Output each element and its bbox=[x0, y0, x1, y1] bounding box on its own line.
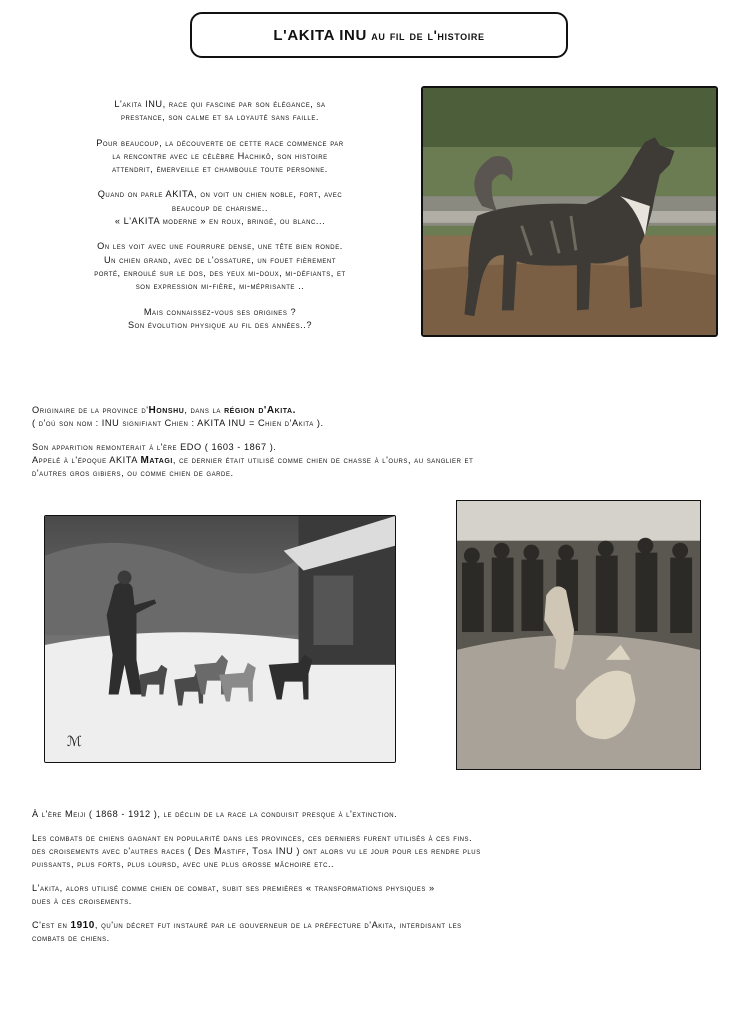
intro-line: porté, enroulé sur le dos, des yeux mi-doux, mi-défiants, et bbox=[94, 267, 346, 278]
history-paragraph-1 bbox=[32, 808, 712, 821]
origins-section bbox=[32, 404, 712, 491]
year-1910-highlight: 1910 bbox=[70, 920, 95, 931]
title-box bbox=[190, 12, 568, 58]
matagi-highlight: Matagi bbox=[140, 455, 173, 466]
intro-line: prestance, son calme et sa loyauté sans faille. bbox=[121, 112, 319, 123]
intro-line: Quand on parle AKITA, on voit un chien noble, fort, avec bbox=[97, 189, 343, 200]
title-main: L'AKITA INU bbox=[273, 26, 367, 44]
origins-text: Son apparition remonterait à l'ère EDO ( 1603 - 1867 ). bbox=[32, 442, 277, 452]
intro-text bbox=[24, 98, 416, 344]
intro-line: beaucoup de charisme.. bbox=[172, 202, 268, 213]
intro-line: Pour beaucoup, la découverte de cette race commence par bbox=[96, 137, 344, 148]
intro-paragraph-2 bbox=[24, 137, 416, 177]
history-text: L'akita, alors utilisé comme chien de combat, subit ses premières « transformations physiques » bbox=[32, 883, 435, 893]
intro-line: L'akita INU, race qui fascine par son élégance, sa bbox=[114, 99, 326, 109]
intro-paragraph-5 bbox=[24, 306, 416, 333]
matagi-hunter-photo bbox=[44, 515, 396, 763]
history-text: combats de chiens. bbox=[32, 933, 110, 943]
origins-text: d'autres gros gibiers, ou comme chien de garde. bbox=[32, 468, 234, 478]
origins-text: , dans la bbox=[184, 405, 225, 415]
intro-line: On les voit avec une fourrure dense, une tête bien ronde. bbox=[97, 241, 343, 252]
history-text: , qu'un décret fut instauré par le gouverneur de la préfecture d'Akita, interdisant les bbox=[94, 920, 462, 930]
origins-paragraph-2 bbox=[32, 441, 712, 480]
history-text: dues à ces croisements. bbox=[32, 896, 132, 906]
brindle-akita-photo bbox=[421, 86, 718, 337]
intro-line: « L'AKITA moderne » en roux, bringé, ou blanc... bbox=[114, 216, 326, 227]
origins-text: , ce dernier était utilisé comme chien de chasse à l'ours, au sanglier et bbox=[172, 455, 474, 465]
intro-line: son expression mi-fière, mi-méprisante .. bbox=[135, 281, 305, 292]
intro-paragraph-1 bbox=[24, 98, 416, 125]
origins-text: Originaire de la province d' bbox=[32, 405, 149, 415]
akita-region-highlight: région d'Akita. bbox=[224, 405, 296, 416]
intro-paragraph-4 bbox=[24, 240, 416, 293]
page-title bbox=[273, 27, 484, 44]
intro-line: attendrit, émerveille et chamboule toute personne. bbox=[112, 164, 328, 175]
intro-line: la rencontre avec le célèbre Hachikō, son histoire bbox=[112, 150, 328, 161]
svg-text:ℳ: ℳ bbox=[66, 734, 82, 751]
history-text: des croisements avec d'autres races ( Des Mastiff, Tosa INU ) ont alors vu le jour pour les rendre plus bbox=[32, 846, 481, 856]
title-sub: au fil de l'histoire bbox=[366, 27, 485, 43]
intro-paragraph-3 bbox=[24, 188, 416, 228]
history-text: Les combats de chiens gagnant en popularité dans les provinces, ces derniers furent utilisés à ces fins. bbox=[32, 833, 473, 843]
history-text: À l'ère Meiji ( 1868 - 1912 ), le déclin de la race la conduisit presque à l'extinction. bbox=[32, 809, 398, 819]
origins-text: Appelé à l'époque AKITA bbox=[32, 455, 141, 465]
origins-text: ( d'où son nom : INU signifiant Chien : AKITA INU = Chien d'Akita ). bbox=[32, 418, 324, 428]
intro-line: Son évolution physique au fil des années..? bbox=[127, 319, 312, 330]
history-paragraph-3 bbox=[32, 882, 712, 908]
history-text: C'est en bbox=[32, 920, 71, 930]
intro-line: Mais connaissez-vous ses origines ? bbox=[143, 306, 297, 317]
history-paragraph-2 bbox=[32, 832, 712, 871]
history-text: puissants, plus forts, plus loursd, avec une plus grosse mâchoire etc.. bbox=[32, 859, 335, 869]
honshu-highlight: Honshu bbox=[148, 405, 185, 416]
dog-fight-photo bbox=[456, 500, 701, 770]
intro-line: Un chien grand, avec de l'ossature, un fouet fièrement bbox=[103, 254, 337, 265]
history-paragraph-4 bbox=[32, 919, 712, 945]
history-section bbox=[32, 808, 712, 956]
origins-paragraph-1 bbox=[32, 404, 712, 430]
